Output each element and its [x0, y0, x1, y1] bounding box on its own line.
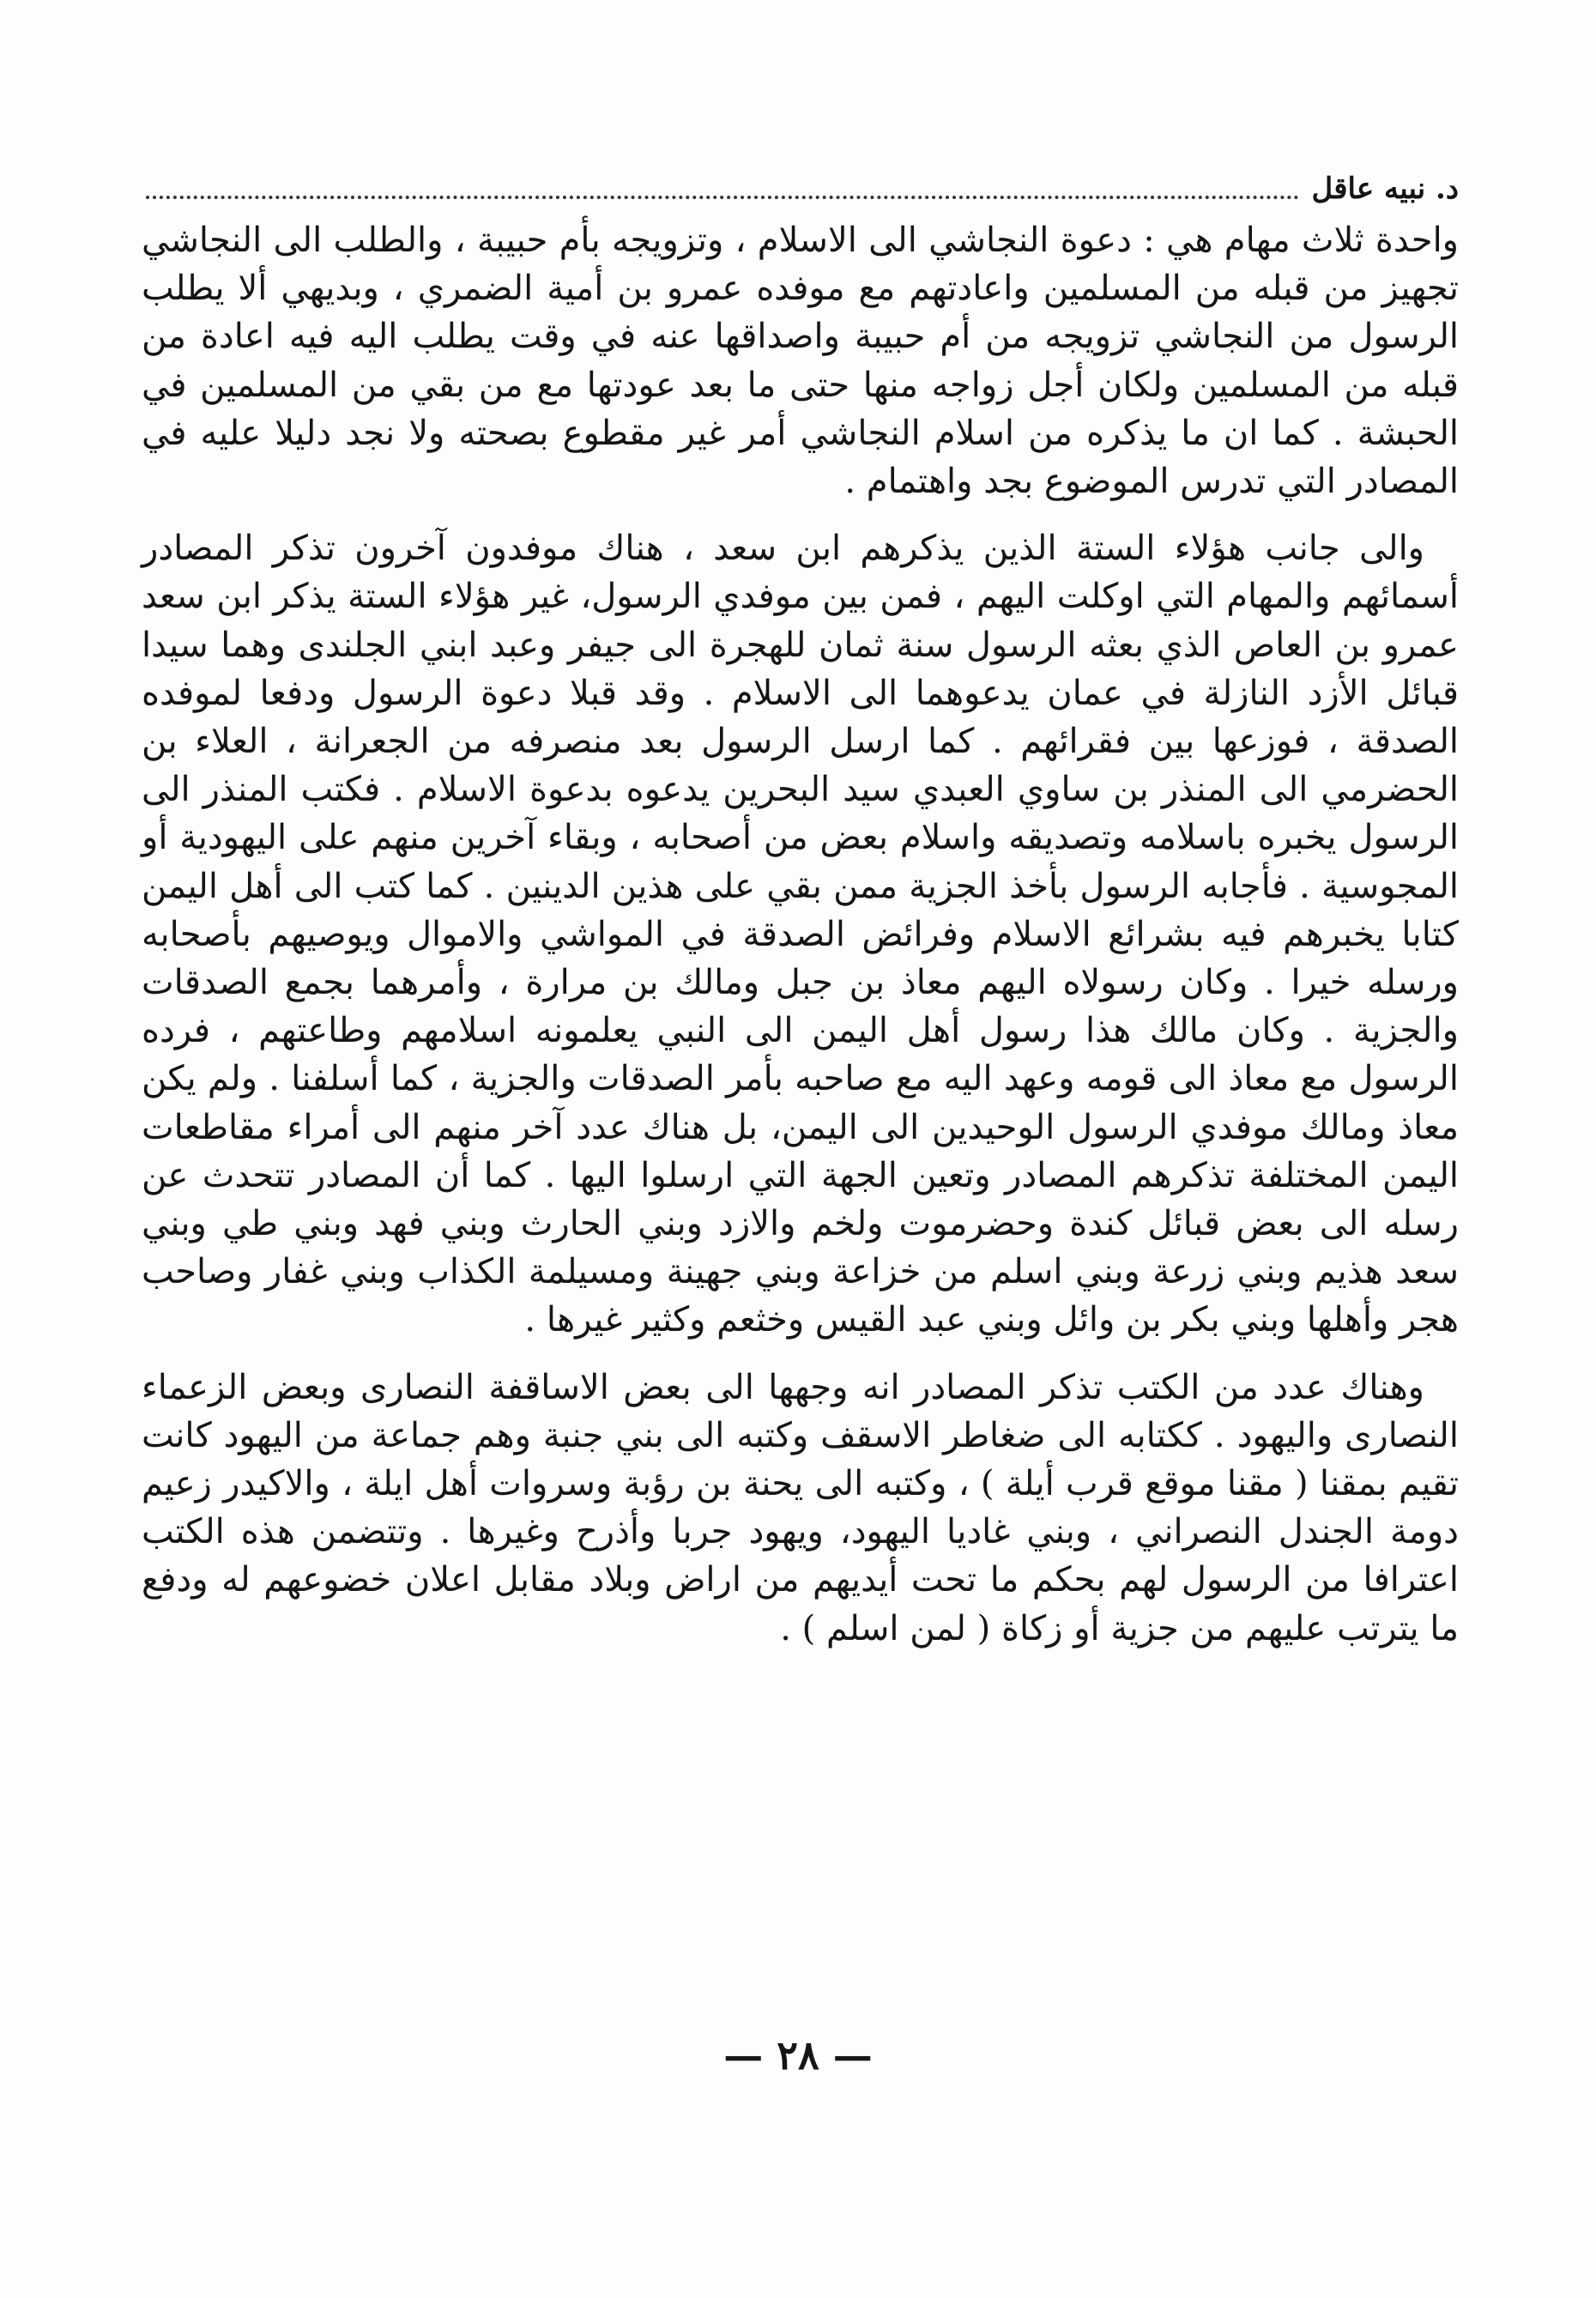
paragraph-1: واحدة ثلاث مهام هي : دعوة النجاشي الى الاسلام ، وتزويجه بأم حبيبة ، والطلب الى النجاشي تجهيز من قبله من المسلمين واعادتهم مع موفده عمرو بن أمية الضمري ، وبديهي ألا يطلب الرسول من النجاشي تزويجه من أم حبيبة واصداقها عنه في وقت يطلب اليه فيه اعادة من قبله من المسلمين ولكان أجل زواجه منها حتى ما بعد عودتها مع من بقي من المسلمين في الحبشة . كما ان ما يذكره من اسلام النجاشي أمر غير مقطوع بصحته ولا نجد دليلا عليه في المصادر التي تدرس الموضوع بجد واهتمام . — [142, 221, 1459, 502]
header-dotted-rule — [146, 196, 1299, 199]
page-number: — ٢٨ — — [723, 2032, 873, 2078]
paragraph-2: والى جانب هؤلاء الستة الذين يذكرهم ابن سعد ، هناك موفدون آخرون تذكر المصادر أسمائهم والمهام التي اوكلت اليهم ، فمن بين موفدي الرسول، غير هؤلاء الستة يذكر ابن سعد عمرو بن العاص الذي بعثه الرسول سنة ثمان للهجرة الى جيفر وعبد ابني الجلندى وهما سيدا قبائل الأزد النازلة في عمان يدعوهما الى الاسلام . وقد قبلا دعوة الرسول ودفعا لموفده الصدقة ، فوزعها بين فقرائهم . كما ارسل الرسول بعد منصرفه من الجعرانة ، العلاء بن الحضرمي الى المنذر بن ساوي العبدي سيد البحرين يدعوه بدعوة الاسلام . فكتب المنذر الى الرسول يخبره باسلامه وتصديقه واسلام بعض من أصحابه ، وبقاء آخرين منهم على اليهودية أو المجوسية . فأجابه الرسول بأخذ الجزية ممن بقي على هذين الدينين . كما كتب الى أهل اليمن كتابا يخبرهم فيه بشرائع الاسلام وفرائض الصدقة في المواشي والاموال ويوصيهم بأصحابه ورسله خيرا . وكان رسولاه اليهم معاذ بن جبل ومالك بن مرارة ، وأمرهما بجمع الصدقات والجزية . وكان مالك هذا رسول أهل اليمن الى النبي يعلمونه اسلامهم وطاعتهم ، فرده الرسول مع معاذ الى قومه وعهد اليه مع صاحبه بأمر الصدقات والجزية ، كما أسلفنا . ولم يكن معاذ ومالك موفدي الرسول الوحيدين الى اليمن، بل هناك عدد آخر منهم الى أمراء مقاطعات اليمن المختلفة تذكرهم المصادر وتعين الجهة التي ارسلوا اليها . كما أن المصادر تتحدث عن رسله الى بعض قبائل كندة وحضرموت ولخم والازد وبني الحارث وبني فهد وبني طي وبني سعد هذيم وبني زرعة وبني اسلم من خزاعة وبني جهينة ومسيلمة الكذاب وبني غفار وصاحب هجر وأهلها وبني بكر بن وائل وبني عبد القيس وخثعم وكثير غيرها . — [142, 529, 1459, 1340]
header-author: د. نبيه عاقل — [1311, 172, 1459, 206]
running-header — [146, 165, 1459, 206]
paragraph-3: وهناك عدد من الكتب تذكر المصادر انه وجهها الى بعض الاساقفة النصارى وبعض الزعماء النصارى واليهود . ككتابه الى ضغاطر الاسقف وكتبه الى بني جنبة وهم جماعة من اليهود كانت تقيم بمقنا ( مقنا موقع قرب أيلة ) ، وكتبه الى يحنة بن رؤبة وسروات أهل ايلة ، والاكيدر زعيم دومة الجندل النصراني ، وبني غاديا اليهود، ويهود جربا وأذرح وغيرها . وتتضمن هذه الكتب اعترافا من الرسول لهم بحكم ما تحت أيديهم من اراض وبلاد مقابل اعلان خضوعهم له ودفع ما يترتب عليهم من جزية أو زكاة ( لمن اسلم ) . — [142, 1367, 1459, 1648]
body-text — [142, 216, 1459, 1653]
